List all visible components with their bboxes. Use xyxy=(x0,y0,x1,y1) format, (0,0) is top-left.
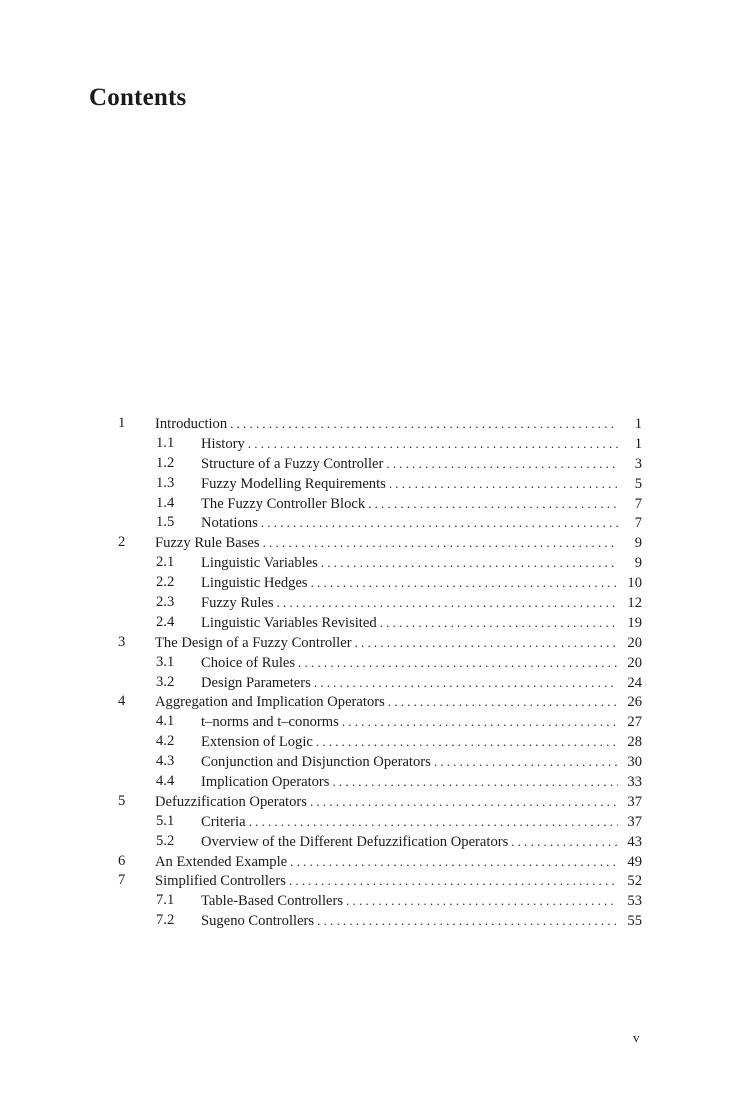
toc-entry-number: 7.1 xyxy=(156,892,175,909)
dot-leader xyxy=(277,593,618,613)
toc-entry[interactable] xyxy=(118,414,642,434)
toc-entry-page: 3 xyxy=(634,455,642,472)
toc-entry[interactable] xyxy=(118,434,642,454)
toc-entry[interactable] xyxy=(118,732,642,752)
dot-leader xyxy=(311,573,618,593)
toc-entry-page: 30 xyxy=(627,754,642,771)
toc-entry-title: Linguistic Variables Revisited xyxy=(201,614,377,631)
toc-entry-page: 33 xyxy=(627,774,642,791)
toc-entry[interactable] xyxy=(118,593,642,613)
dot-leader xyxy=(248,434,618,454)
toc-entry-number: 5 xyxy=(118,792,126,809)
toc-entry[interactable] xyxy=(118,871,642,891)
table-of-contents xyxy=(118,414,642,931)
dot-leader xyxy=(386,454,618,474)
toc-entry-number: 5.2 xyxy=(156,832,175,849)
toc-entry-page: 20 xyxy=(627,634,642,651)
toc-entry-title: Fuzzy Rules xyxy=(201,595,274,612)
toc-entry-title: Design Parameters xyxy=(201,674,311,691)
dot-leader xyxy=(342,712,618,732)
toc-entry-page: 10 xyxy=(627,575,642,592)
toc-entry[interactable] xyxy=(118,911,642,931)
toc-entry-number: 4.3 xyxy=(156,753,175,770)
dot-leader xyxy=(388,692,618,712)
toc-entry-page: 28 xyxy=(627,734,642,751)
toc-entry[interactable] xyxy=(118,712,642,732)
dot-leader xyxy=(317,911,618,931)
toc-entry-title: Simplified Controllers xyxy=(155,873,286,890)
toc-entry-title: Structure of a Fuzzy Controller xyxy=(201,455,384,472)
toc-entry-page: 52 xyxy=(627,873,642,890)
toc-entry[interactable] xyxy=(118,692,642,712)
toc-entry-title: t–norms and t–conorms xyxy=(201,714,339,731)
dot-leader xyxy=(389,474,618,494)
toc-entry[interactable] xyxy=(118,852,642,872)
toc-entry-number: 2.3 xyxy=(156,594,175,611)
toc-entry[interactable] xyxy=(118,832,642,852)
toc-entry-title: Notations xyxy=(201,515,258,532)
toc-entry-page: 37 xyxy=(627,813,642,830)
toc-entry[interactable] xyxy=(118,474,642,494)
toc-entry-number: 2.1 xyxy=(156,554,175,571)
toc-entry[interactable] xyxy=(118,752,642,772)
toc-entry-number: 1.4 xyxy=(156,494,175,511)
toc-entry-number: 1.5 xyxy=(156,514,175,531)
toc-entry-page: 43 xyxy=(627,833,642,850)
toc-entry-page: 7 xyxy=(634,495,642,512)
toc-entry-title: An Extended Example xyxy=(155,853,288,870)
toc-entry-page: 1 xyxy=(634,416,642,432)
toc-entry-number: 3.2 xyxy=(156,673,175,690)
page-title: Contents xyxy=(89,84,187,111)
dot-leader xyxy=(316,732,618,752)
toc-entry-page: 37 xyxy=(627,793,642,810)
toc-entry-title: Introduction xyxy=(155,416,228,432)
toc-entry[interactable] xyxy=(118,653,642,673)
toc-entry[interactable] xyxy=(118,613,642,633)
toc-entry-page: 26 xyxy=(627,694,642,711)
toc-entry-number: 3 xyxy=(118,633,126,650)
toc-entry-number: 1.2 xyxy=(156,454,175,471)
page-number: v xyxy=(633,1030,640,1045)
toc-entry[interactable] xyxy=(118,633,642,653)
toc-entry-number: 1.3 xyxy=(156,474,175,491)
toc-entry-page: 55 xyxy=(627,913,642,930)
toc-entry-page: 12 xyxy=(627,595,642,612)
dot-leader xyxy=(355,633,618,653)
toc-entry-number: 2.2 xyxy=(156,574,175,591)
toc-entry-title: Defuzzification Operators xyxy=(155,793,307,810)
toc-entry[interactable] xyxy=(118,553,642,573)
toc-entry-title: Overview of the Different Defuzzification Operators xyxy=(201,833,509,850)
toc-entry-number: 6 xyxy=(118,852,126,869)
dot-leader xyxy=(298,653,618,673)
toc-entry[interactable] xyxy=(118,454,642,474)
dot-leader xyxy=(263,533,618,553)
toc-entry[interactable] xyxy=(118,494,642,514)
toc-entry-page: 19 xyxy=(627,614,642,631)
toc-entry-number: 4 xyxy=(118,693,126,710)
toc-entry-page: 9 xyxy=(634,535,642,552)
toc-entry-title: Implication Operators xyxy=(201,774,330,791)
dot-leader xyxy=(434,752,618,772)
toc-entry-title: Sugeno Controllers xyxy=(201,913,315,930)
toc-entry-number: 7.2 xyxy=(156,912,175,929)
toc-entry-title: The Fuzzy Controller Block xyxy=(201,495,366,512)
toc-entry-number: 5.1 xyxy=(156,812,175,829)
toc-entry-page: 7 xyxy=(634,515,642,532)
toc-entry-title: Linguistic Hedges xyxy=(201,575,308,592)
toc-entry-number: 2 xyxy=(118,534,126,551)
toc-entry-title: Extension of Logic xyxy=(201,734,313,751)
toc-entry[interactable] xyxy=(118,673,642,693)
toc-entry[interactable] xyxy=(118,533,642,553)
toc-entry-number: 4.1 xyxy=(156,713,175,730)
toc-entry-number: 2.4 xyxy=(156,613,175,630)
toc-entry-page: 53 xyxy=(627,893,642,910)
dot-leader xyxy=(261,513,618,533)
toc-entry-title: Conjunction and Disjunction Operators xyxy=(201,754,431,771)
toc-entry-title: Table-Based Controllers xyxy=(201,893,344,910)
toc-entry-title: The Design of a Fuzzy Controller xyxy=(155,634,352,651)
toc-entry-title: Linguistic Variables xyxy=(201,555,318,572)
toc-entry[interactable] xyxy=(118,891,642,911)
toc-entry-title: Fuzzy Modelling Requirements xyxy=(201,475,386,492)
toc-entry-page: 49 xyxy=(627,853,642,870)
toc-entry-title: Aggregation and Implication Operators xyxy=(155,694,385,711)
dot-leader xyxy=(380,613,618,633)
toc-entry-page: 24 xyxy=(627,674,642,691)
dot-leader xyxy=(310,792,618,812)
toc-entry-title: Fuzzy Rule Bases xyxy=(155,535,260,552)
dot-leader xyxy=(314,673,618,693)
dot-leader xyxy=(230,414,618,434)
dot-leader xyxy=(511,832,618,852)
toc-entry[interactable] xyxy=(118,513,642,533)
toc-entry-title: Choice of Rules xyxy=(201,654,296,671)
dot-leader xyxy=(249,812,618,832)
dot-leader xyxy=(321,553,618,573)
toc-entry-page: 9 xyxy=(634,555,642,572)
dot-leader xyxy=(368,494,618,514)
toc-entry-number: 4.2 xyxy=(156,733,175,750)
toc-entry[interactable] xyxy=(118,772,642,792)
toc-entry-title: History xyxy=(201,435,245,452)
toc-entry-number: 1 xyxy=(118,415,126,431)
toc-entry[interactable] xyxy=(118,573,642,593)
toc-entry-number: 3.1 xyxy=(156,653,175,670)
toc-entry-title: Criteria xyxy=(201,813,246,830)
dot-leader xyxy=(332,772,618,792)
toc-entry-page: 1 xyxy=(634,435,642,452)
toc-entry-number: 1.1 xyxy=(156,434,175,451)
toc-entry[interactable] xyxy=(118,812,642,832)
dot-leader xyxy=(290,852,618,872)
toc-entry-page: 27 xyxy=(627,714,642,731)
dot-leader xyxy=(346,891,618,911)
toc-entry-number: 7 xyxy=(118,872,126,889)
toc-entry-number: 4.4 xyxy=(156,773,175,790)
toc-entry-page: 5 xyxy=(634,475,642,492)
toc-entry-page: 20 xyxy=(627,654,642,671)
dot-leader xyxy=(289,871,618,891)
toc-entry[interactable] xyxy=(118,792,642,812)
